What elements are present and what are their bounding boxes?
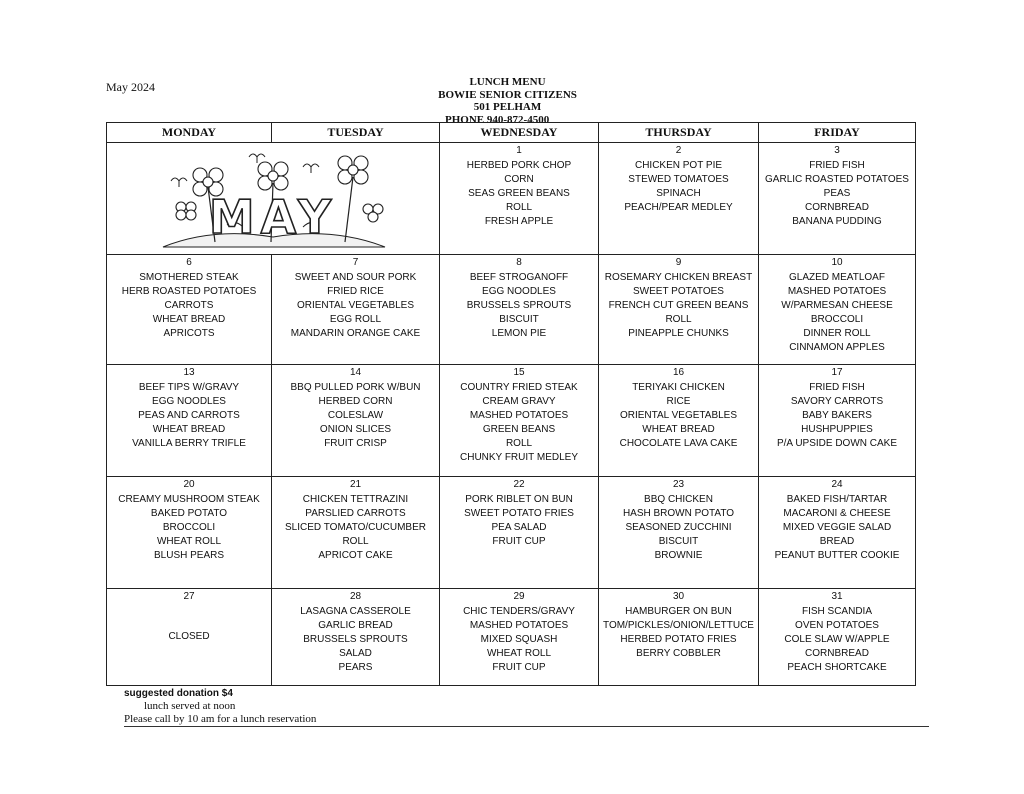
day-cell-20 bbox=[107, 477, 272, 589]
day-cell-13 bbox=[107, 365, 272, 477]
day-number: 28 bbox=[349, 591, 362, 602]
organization-address: 501 PELHAM bbox=[473, 101, 542, 113]
menu-item: MASHED POTATOES bbox=[469, 620, 569, 631]
day-header-friday: FRIDAY bbox=[759, 123, 915, 143]
menu-item: ORIENTAL VEGETABLES bbox=[619, 410, 738, 421]
menu-item: CREAM GRAVY bbox=[482, 396, 556, 407]
month-label: May 2024 bbox=[106, 80, 155, 94]
menu-item: WHEAT ROLL bbox=[156, 536, 222, 547]
menu-item: EGG ROLL bbox=[329, 314, 382, 325]
menu-item: FRUIT CUP bbox=[492, 536, 546, 547]
day-cell-28 bbox=[272, 589, 440, 685]
day-number: 9 bbox=[675, 257, 682, 268]
menu-item: WHEAT ROLL bbox=[486, 648, 552, 659]
may-clipart bbox=[107, 143, 440, 255]
day-header-thursday: THURSDAY bbox=[599, 123, 759, 143]
menu-item: SMOTHERED STEAK bbox=[139, 272, 239, 283]
menu-item: BISCUIT bbox=[499, 314, 539, 325]
day-cell-2 bbox=[599, 143, 759, 255]
menu-item: CORNBREAD bbox=[805, 648, 869, 659]
menu-title: LUNCH MENU bbox=[469, 76, 546, 88]
menu-item: PEAS bbox=[823, 188, 851, 199]
menu-item: LASAGNA CASSEROLE bbox=[300, 606, 411, 617]
day-header-wednesday: WEDNESDAY bbox=[440, 123, 599, 143]
day-cell-21 bbox=[272, 477, 440, 589]
menu-item: STEWED TOMATOES bbox=[628, 174, 729, 185]
day-number: 21 bbox=[349, 479, 362, 490]
menu-item: BRUSSELS SPROUTS bbox=[466, 300, 572, 311]
day-cell-7 bbox=[272, 255, 440, 365]
day-cell-6 bbox=[107, 255, 272, 365]
closed-label: CLOSED bbox=[168, 631, 210, 642]
menu-item: CREAMY MUSHROOM STEAK bbox=[118, 494, 260, 505]
day-number: 27 bbox=[183, 591, 195, 602]
day-cell-14 bbox=[272, 365, 440, 477]
menu-item: ONION SLICES bbox=[319, 424, 392, 435]
menu-item: SALAD bbox=[339, 648, 372, 659]
menu-item: SLICED TOMATO/CUCUMBER bbox=[285, 522, 426, 533]
menu-item: MANDARIN ORANGE CAKE bbox=[290, 328, 421, 339]
menu-calendar bbox=[106, 122, 916, 686]
menu-item: BABY BAKERS bbox=[802, 410, 872, 421]
menu-item: CHOCOLATE LAVA CAKE bbox=[619, 438, 738, 449]
day-number: 15 bbox=[513, 367, 525, 378]
menu-item: OVEN POTATOES bbox=[795, 620, 879, 631]
day-number: 22 bbox=[513, 479, 525, 490]
menu-item: PEACH/PEAR MEDLEY bbox=[624, 202, 733, 213]
day-number: 3 bbox=[834, 145, 840, 156]
day-number: 1 bbox=[516, 145, 522, 156]
day-number: 13 bbox=[183, 367, 195, 378]
day-number: 7 bbox=[352, 257, 359, 268]
menu-item: FISH SCANDIA bbox=[801, 606, 872, 617]
day-cell-8 bbox=[440, 255, 599, 365]
day-cell-9 bbox=[599, 255, 759, 365]
organization-phone: PHONE 940-872-4500 bbox=[445, 113, 550, 126]
day-number: 6 bbox=[186, 257, 192, 268]
day-number: 23 bbox=[672, 479, 685, 490]
day-number: 2 bbox=[675, 145, 682, 156]
menu-item: MACARONI & CHEESE bbox=[783, 508, 891, 519]
menu-item: ROSEMARY CHICKEN BREAST bbox=[604, 272, 753, 283]
menu-item: RICE bbox=[666, 396, 691, 407]
menu-item: PEARS bbox=[338, 662, 373, 673]
menu-item: EGG NOODLES bbox=[152, 396, 226, 407]
menu-item: CHUNKY FRUIT MEDLEY bbox=[460, 452, 578, 463]
menu-item: SEAS GREEN BEANS bbox=[468, 188, 570, 199]
day-number: 31 bbox=[831, 591, 843, 602]
menu-item: SAVORY CARROTS bbox=[790, 396, 884, 407]
day-number: 24 bbox=[831, 479, 843, 490]
menu-item: TOM/PICKLES/ONION/LETTUCE bbox=[603, 620, 754, 631]
menu-item: CORN bbox=[504, 174, 534, 185]
menu-item: HERB ROASTED POTATOES bbox=[121, 286, 257, 297]
menu-item: CORNBREAD bbox=[805, 202, 869, 213]
day-number: 10 bbox=[831, 257, 843, 268]
menu-item: SWEET AND SOUR PORK bbox=[294, 272, 417, 283]
day-number: 17 bbox=[831, 367, 843, 378]
day-number: 20 bbox=[183, 479, 195, 490]
menu-item: HERBED POTATO FRIES bbox=[620, 634, 737, 645]
menu-item: TERIYAKI CHICKEN bbox=[632, 382, 725, 393]
menu-item: GREEN BEANS bbox=[482, 424, 556, 435]
menu-item: COUNTRY FRIED STEAK bbox=[460, 382, 578, 393]
menu-item: DINNER ROLL bbox=[803, 328, 871, 339]
suggested-donation: suggested donation $4 bbox=[124, 688, 233, 699]
menu-item: ROLL bbox=[505, 202, 533, 213]
day-cell-27 bbox=[107, 589, 272, 685]
day-number: 8 bbox=[516, 257, 522, 268]
menu-item: SPINACH bbox=[656, 188, 701, 199]
reservation-note: Please call by 10 am for a lunch reservation bbox=[124, 713, 929, 727]
day-number: 29 bbox=[513, 591, 525, 602]
menu-item: FRESH APPLE bbox=[484, 216, 554, 227]
menu-item: SEASONED ZUCCHINI bbox=[625, 522, 732, 533]
day-cell-10 bbox=[759, 255, 915, 365]
menu-header bbox=[400, 76, 615, 126]
day-cell-17 bbox=[759, 365, 915, 477]
menu-item: BLUSH PEARS bbox=[153, 550, 225, 561]
menu-footer bbox=[124, 688, 929, 727]
organization-name: BOWIE SENIOR CITIZENS bbox=[438, 88, 577, 101]
menu-item: MASHED POTATOES bbox=[469, 410, 569, 421]
menu-item: MIXED VEGGIE SALAD bbox=[782, 522, 892, 533]
day-cell-3 bbox=[759, 143, 915, 255]
menu-item: BEEF TIPS W/GRAVY bbox=[138, 382, 240, 393]
menu-item: HASH BROWN POTATO bbox=[622, 508, 735, 519]
menu-item: SWEET POTATO FRIES bbox=[464, 508, 574, 519]
menu-item: COLE SLAW W/APPLE bbox=[784, 634, 890, 645]
menu-item: BROCCOLI bbox=[810, 314, 864, 325]
day-cell-31 bbox=[759, 589, 915, 685]
menu-item: HERBED PORK CHOP bbox=[466, 160, 572, 171]
menu-item: ROLL bbox=[342, 536, 369, 547]
menu-item: FRUIT CRISP bbox=[324, 438, 387, 449]
menu-item: MIXED SQUASH bbox=[480, 634, 558, 645]
menu-item: PINEAPPLE CHUNKS bbox=[628, 328, 729, 339]
may-flowers-illustration bbox=[153, 147, 393, 255]
menu-item: MASHED POTATOES bbox=[787, 286, 887, 297]
menu-item: CHICKEN POT PIE bbox=[634, 160, 723, 171]
menu-item: WHEAT BREAD bbox=[152, 314, 226, 325]
day-cell-30 bbox=[599, 589, 759, 685]
menu-item: GARLIC BREAD bbox=[318, 620, 393, 631]
menu-item: APRICOTS bbox=[163, 328, 215, 339]
menu-item: CHIC TENDERS/GRAVY bbox=[463, 606, 575, 617]
menu-item: ROLL bbox=[665, 314, 692, 325]
day-header-tuesday: TUESDAY bbox=[272, 123, 440, 143]
menu-item: EGG NOODLES bbox=[482, 286, 556, 297]
menu-item: ORIENTAL VEGETABLES bbox=[296, 300, 415, 311]
day-cell-16 bbox=[599, 365, 759, 477]
menu-item: PEACH SHORTCAKE bbox=[787, 662, 887, 673]
menu-item: PEAS AND CARROTS bbox=[138, 410, 240, 421]
menu-item: BISCUIT bbox=[658, 536, 699, 547]
menu-item: HAMBURGER ON BUN bbox=[625, 606, 732, 617]
menu-item: FRIED RICE bbox=[327, 286, 384, 297]
menu-item: PEANUT BUTTER COOKIE bbox=[774, 550, 900, 561]
menu-item: COLESLAW bbox=[327, 410, 384, 421]
menu-item: FRUIT CUP bbox=[492, 662, 546, 673]
menu-item: GLAZED MEATLOAF bbox=[789, 272, 885, 283]
menu-item: CINNAMON APPLES bbox=[789, 342, 885, 353]
day-cell-29 bbox=[440, 589, 599, 685]
day-cell-23 bbox=[599, 477, 759, 589]
menu-item: BROCCOLI bbox=[162, 522, 216, 533]
day-cell-24 bbox=[759, 477, 915, 589]
day-header-monday: MONDAY bbox=[107, 123, 272, 143]
menu-item: W/PARMESAN CHEESE bbox=[781, 300, 893, 311]
menu-item: LEMON PIE bbox=[491, 328, 547, 339]
menu-item: VANILLA BERRY TRIFLE bbox=[132, 438, 246, 449]
lunch-served-note: lunch served at noon bbox=[144, 700, 236, 712]
day-number: 16 bbox=[672, 367, 685, 378]
day-cell-15 bbox=[440, 365, 599, 477]
menu-item: HERBED CORN bbox=[318, 396, 393, 407]
menu-item: HUSHPUPPIES bbox=[801, 424, 873, 435]
menu-item: FRENCH CUT GREEN BEANS bbox=[608, 300, 749, 311]
day-number: 30 bbox=[672, 591, 685, 602]
menu-item: BAKED POTATO bbox=[150, 508, 228, 519]
menu-item: BRUSSELS SPROUTS bbox=[303, 634, 408, 645]
menu-item: GARLIC ROASTED POTATOES bbox=[765, 174, 909, 185]
menu-item: CHICKEN TETTRAZINI bbox=[302, 494, 409, 505]
menu-item: PARSLIED CARROTS bbox=[305, 508, 406, 519]
menu-item: PORK RIBLET ON BUN bbox=[465, 494, 573, 505]
may-art-text: MAY bbox=[208, 190, 338, 244]
menu-item: BERRY COBBLER bbox=[636, 648, 721, 659]
menu-item: P/A UPSIDE DOWN CAKE bbox=[776, 438, 898, 449]
menu-item: SWEET POTATOES bbox=[633, 286, 724, 297]
menu-item: BBQ PULLED PORK W/BUN bbox=[290, 382, 421, 393]
menu-item: PEA SALAD bbox=[491, 522, 547, 533]
menu-item: BANANA PUDDING bbox=[792, 216, 882, 227]
day-cell-1 bbox=[440, 143, 599, 255]
day-cell-22 bbox=[440, 477, 599, 589]
menu-item: BEEF STROGANOFF bbox=[469, 272, 569, 283]
menu-item: FRIED FISH bbox=[809, 382, 865, 393]
day-number: 14 bbox=[349, 367, 362, 378]
menu-item: WHEAT BREAD bbox=[642, 424, 715, 435]
menu-item: BROWNIE bbox=[654, 550, 703, 561]
menu-item: BBQ CHICKEN bbox=[644, 494, 713, 505]
menu-item: FRIED FISH bbox=[809, 160, 865, 171]
menu-item: ROLL bbox=[505, 438, 533, 449]
menu-item: BREAD bbox=[819, 536, 855, 547]
menu-item: CARROTS bbox=[164, 300, 214, 311]
menu-item: BAKED FISH/TARTAR bbox=[786, 494, 888, 505]
menu-item: APRICOT CAKE bbox=[318, 550, 393, 561]
menu-item: WHEAT BREAD bbox=[152, 424, 226, 435]
